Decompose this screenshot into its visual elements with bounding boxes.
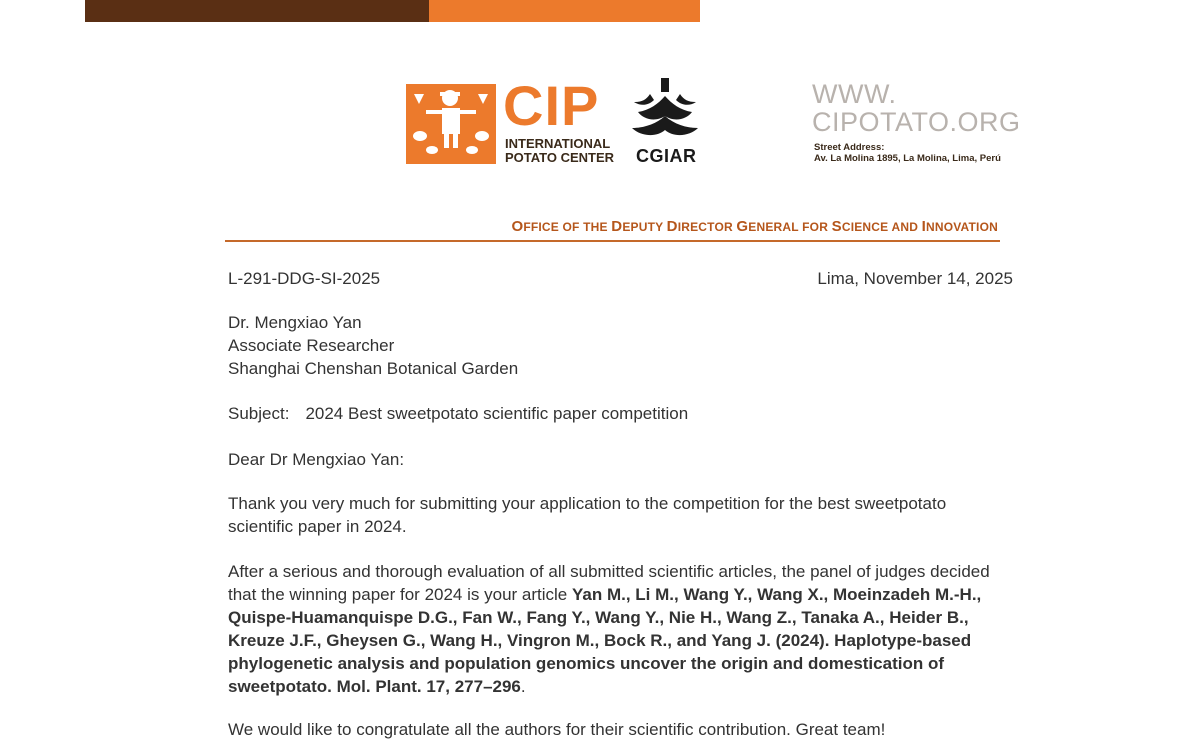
street-address: Av. La Molina 1895, La Molina, Lima, Perú [814,153,1001,164]
cip-logo-emblem [406,84,496,164]
recipient-title: Associate Researcher [228,336,395,355]
office-title: OFFICE OF THE DEPUTY DIRECTOR GENERAL FOR SCIENCE AND INNOVATION [511,218,998,235]
cgiar-logo-emblem [628,76,702,142]
recipient-name: Dr. Mengxiao Yan [228,313,362,332]
cip-subtitle: INTERNATIONAL POTATO CENTER [505,136,615,165]
paragraph-award: After a serious and thorough evaluation of all submitted scientific articles, the panel of judges decided that the winning paper for 2024 is your article Yan M., Li M., Wang Y., Wang X., Moeinzadeh M.-H., Quispe-Huamanquispe D.G., Fan W., Fang Y., Wang Y., Nie H., Wang Z., Tanaka A., Heider B., Kreuze J.F., Gheysen G., Wang H., Vingron M., Bock R., and Yang J. (2024). Haplotype-based phylogenetic analysis and population genomics uncover the origin and domestication of sweetpotato. Mol. Plant. 17, 277–296. [228,562,990,696]
paragraph-intro: Thank you very much for submitting your application to the competition for the best sweetpotato scientific paper in 2024. [228,494,947,536]
header-rule [225,240,1000,242]
recipient-block [228,311,518,380]
cgiar-wordmark: CGIAR [636,146,697,166]
header-bar-brown [85,0,429,22]
winning-paper-citation: Yan M., Li M., Wang Y., Wang X., Moeinzadeh M.-H., Quispe-Huamanquispe D.G., Fan W., Fang Y., Wang Y., Nie H., Wang Z., Tanaka A., Heider B., Kreuze J.F., Gheysen G., Wang H., Vingron M., Bock R., and Yang J. (2024). Haplotype-based phylogenetic analysis and population genomics uncover the origin and domestication of sweetpotato. Mol. Plant. 17, 277–296 [228,585,982,696]
recipient-organization: Shanghai Chenshan Botanical Garden [228,359,519,378]
paragraph-congratulations: We would like to congratulate all the authors for their scientific contribution. Great team! [228,720,886,739]
street-address-label: Street Address: [814,142,885,153]
reference-number: L-291-DDG-SI-2025 [228,269,381,288]
subject-line [228,402,688,425]
subject-text: 2024 Best sweetpotato scientific paper competition [305,404,689,423]
letter-date: Lima, November 14, 2025 [817,269,1013,288]
header-bar-orange [429,0,700,22]
website: WWW. CIPOTATO.ORG [812,79,1021,137]
cip-wordmark: CIP [503,74,600,137]
greeting: Dear Dr Mengxiao Yan: [228,450,405,469]
subject-label: Subject: [228,404,290,423]
